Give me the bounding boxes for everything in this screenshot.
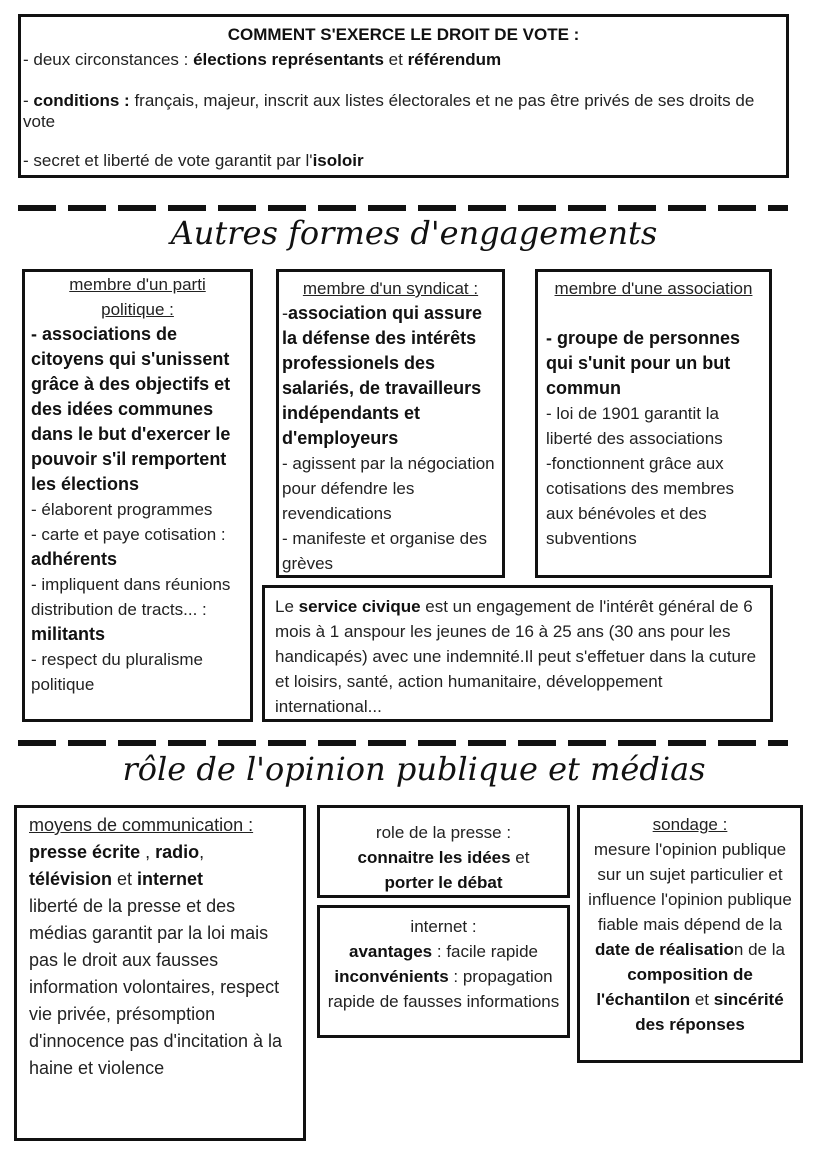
vote-line-2: - conditions : français, majeur, inscrit aux listes électorales et ne pas être privés de ses droits de vote — [23, 91, 755, 131]
section-title-opinion: rôle de l'opinion publique et médias — [122, 750, 706, 788]
parti-title: membre d'un parti politique : — [69, 275, 206, 319]
syndicat-negociation: - agissent par la négociation pour défendre les revendications — [282, 454, 495, 523]
vote-line-3: - secret et liberté de vote garantit par l'isoloir — [23, 151, 364, 170]
dashed-divider-2 — [18, 740, 788, 746]
association-definition: - groupe de personnes qui s'unit pour un but commun — [546, 328, 741, 398]
sondage-box — [577, 805, 803, 1063]
moyens-box — [14, 805, 306, 1141]
sondage-mesure: mesure l'opinion publique sur un sujet particulier et influence l'opinion publique — [588, 840, 792, 909]
section-title-engagements: Autres formes d'engagements — [170, 214, 658, 252]
syndicat-box — [276, 269, 505, 578]
sondage-criteres: date de réalisation de la composition de l'échantilon et sincérité des réponses — [595, 940, 785, 1034]
association-box — [535, 269, 772, 578]
syndicat-definition: -association qui assure la défense des intérêts professionels des salariés, de travailleurs indépendants et d'employeurs — [282, 303, 483, 448]
moyens-title: moyens de communication : — [29, 815, 254, 835]
parti-cotisation: - carte et paye cotisation : — [31, 525, 226, 544]
presse-title: role de la presse : — [375, 823, 512, 842]
parti-programmes: - élaborent programmes — [31, 500, 213, 519]
internet-box — [317, 905, 570, 1038]
service-civique-box — [262, 585, 773, 722]
parti-definition: - associations de citoyens qui s'unissent grâce à des objectifs et des idées communes dans le but d'exercer le pouvoir s'il remportent les élections — [31, 324, 231, 494]
internet-avantages: avantages : facile rapide — [348, 942, 538, 961]
moyens-medias: presse écrite , radio, télévision et internet — [29, 842, 205, 889]
sondage-fiable: fiable mais dépend de la — [597, 915, 783, 934]
vote-box — [18, 14, 789, 178]
parti-reunions: - impliquent dans réunions distribution de tracts... : — [31, 575, 231, 619]
internet-title: internet : — [410, 917, 477, 936]
presse-debat: porter le débat — [384, 873, 503, 892]
dashed-divider-1 — [18, 205, 788, 211]
parti-adherents: adhérents — [31, 549, 118, 569]
association-title: membre d'une association — [554, 279, 753, 298]
parti-pluralisme: - respect du pluralisme politique — [31, 650, 203, 694]
association-loi-1901: - loi de 1901 garantit la liberté des associations — [546, 404, 723, 448]
presse-box — [317, 805, 570, 898]
service-civique-text: Le service civique est un engagement de l'intérêt général de 6 mois à 1 anspour les jeunes de 16 à 25 ans (30 ans pour les handicapés) avec une indemnité.Il peut s'effetuer dans la cuture et loisirs, santé, action humanitaire, développement international... — [275, 597, 757, 716]
syndicat-title: membre d'un syndicat : — [302, 279, 479, 298]
parti-box — [22, 269, 253, 722]
association-fonctionnement: -fonctionnent grâce aux cotisations des membres aux bénévoles et des subventions — [546, 454, 735, 548]
moyens-liberte: liberté de la presse et des médias garantit par la loi mais pas le droit aux fausses information volontaires, respect vie privée, présomption d'innocence pas d'incitation à la haine et violence — [29, 896, 283, 1078]
sondage-title: sondage : — [652, 815, 728, 834]
parti-militants: militants — [31, 624, 106, 644]
presse-idees: connaitre les idées et — [357, 848, 530, 867]
vote-title: COMMENT S'EXERCE LE DROIT DE VOTE : — [227, 25, 580, 44]
internet-inconvenients: inconvénients : propagation rapide de fausses informations — [327, 967, 560, 1011]
syndicat-greves: - manifeste et organise des grèves — [282, 529, 488, 573]
vote-line-1: - deux circonstances : élections représentants et référendum — [23, 50, 502, 69]
